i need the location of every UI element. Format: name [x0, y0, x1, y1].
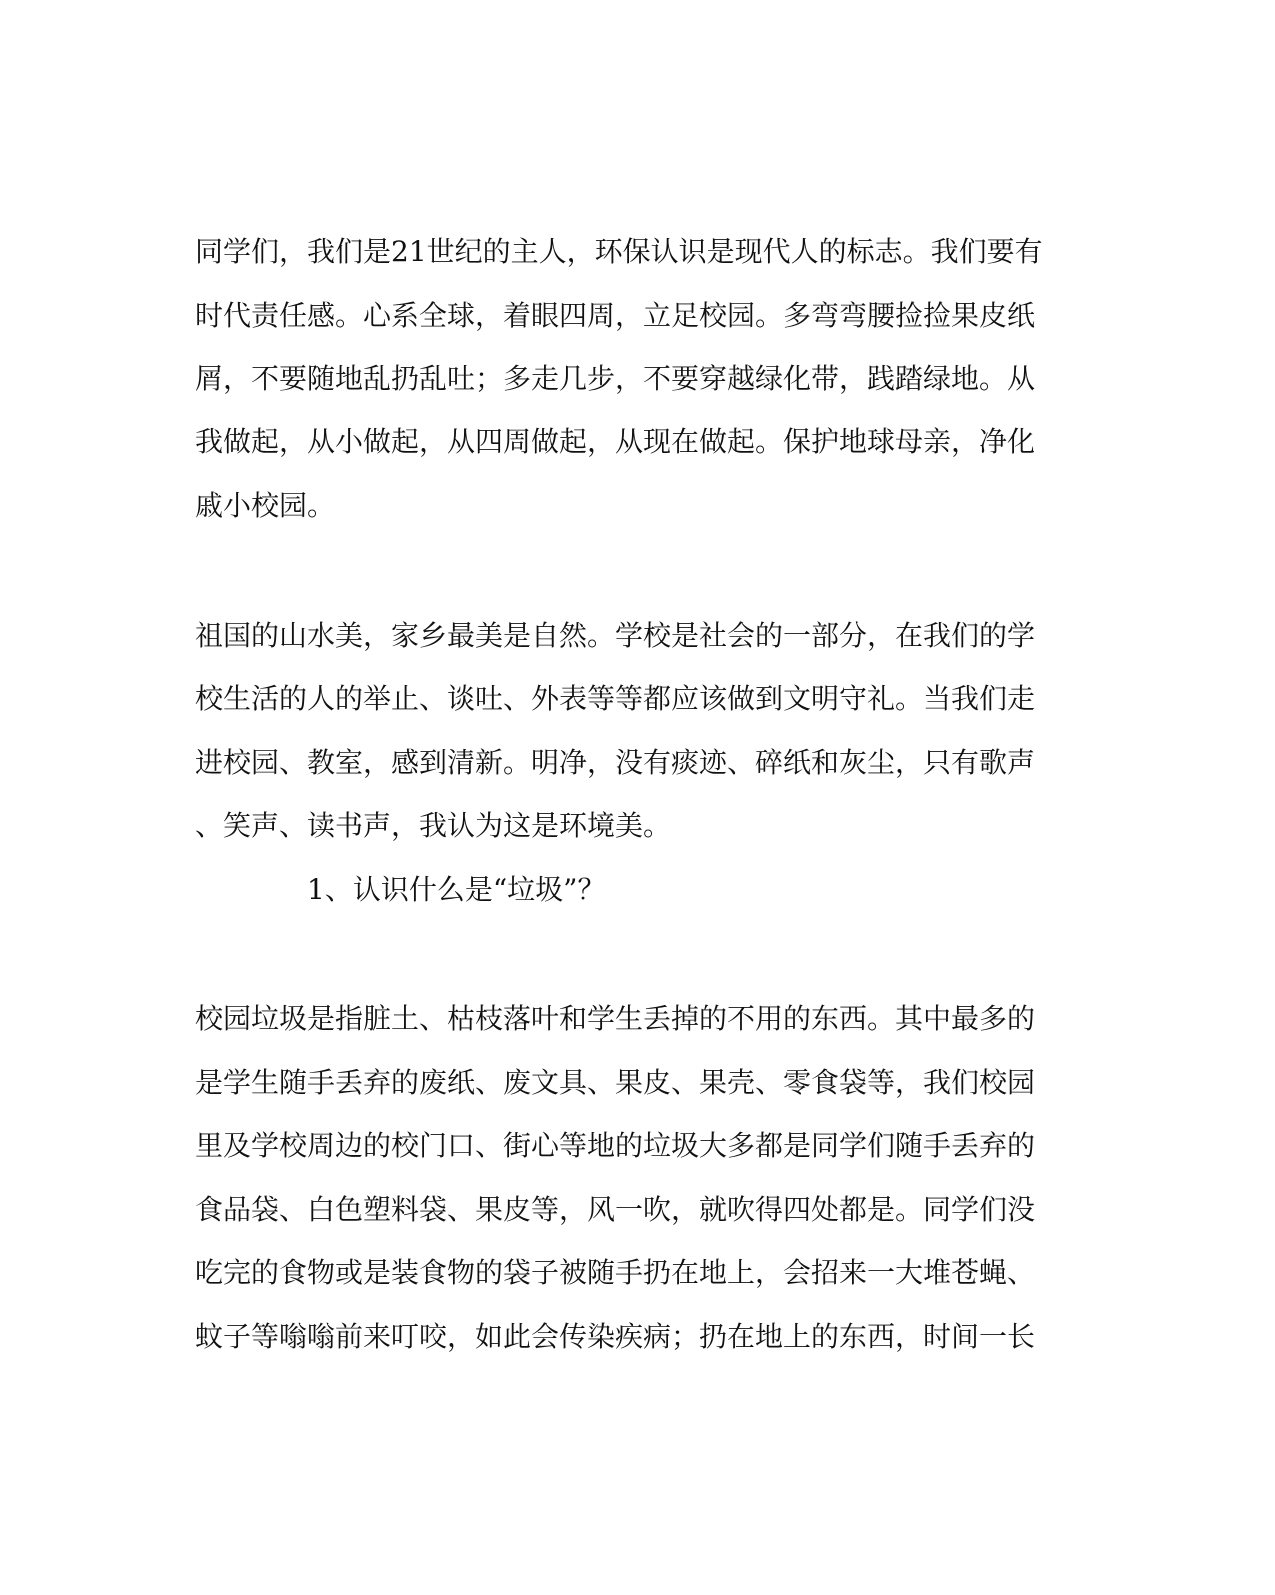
section-heading: 1、认识什么是“垃圾”？ [307, 873, 606, 906]
paragraph-2-line-1: 祖国的山水美，家乡最美是自然。学校是社会的一部分，在我们的学 [195, 619, 1036, 652]
paragraph-2-line-2: 校生活的人的举止、谈吐、外表等等都应该做到文明守礼。当我们走 [195, 682, 1036, 715]
paragraph-3-line-3: 里及学校周边的校门口、街心等地的垃圾大多都是同学们随手丢弃的 [195, 1129, 1036, 1162]
paragraph-3-line-6: 蚊子等嗡嗡前来叮咬，如此会传染疾病；扔在地上的东西，时间一长 [195, 1320, 1036, 1353]
paragraph-1-line-1: 同学们，我们是21世纪的主人，环保认识是现代人的标志。我们要有 [195, 235, 1043, 268]
paragraph-2-line-3: 进校园、教室，感到清新。明净，没有痰迹、碎纸和灰尘，只有歌声 [195, 746, 1036, 779]
paragraph-1-line-2: 时代责任感。心系全球，着眼四周，立足校园。多弯弯腰捡捡果皮纸 [195, 299, 1036, 332]
paragraph-3-line-2: 是学生随手丢弃的废纸、废文具、果皮、果壳、零食袋等，我们校园 [195, 1066, 1036, 1099]
paragraph-1-line-4: 我做起，从小做起，从四周做起，从现在做起。保护地球母亲，净化 [195, 425, 1036, 458]
paragraph-1-line-5: 戚小校园。 [195, 489, 336, 522]
paragraph-3-line-4: 食品袋、白色塑料袋、果皮等，风一吹，就吹得四处都是。同学们没 [195, 1193, 1036, 1226]
paragraph-3-line-5: 吃完的食物或是装食物的袋子被随手扔在地上，会招来一大堆苍蝇、 [195, 1256, 1036, 1289]
paragraph-1-line-3: 屑，不要随地乱扔乱吐；多走几步，不要穿越绿化带，践踏绿地。从 [195, 362, 1036, 395]
paragraph-2-line-4: 、笑声、读书声，我认为这是环境美。 [195, 809, 672, 842]
paragraph-3-line-1: 校园垃圾是指脏土、枯枝落叶和学生丢掉的不用的东西。其中最多的 [195, 1002, 1036, 1035]
